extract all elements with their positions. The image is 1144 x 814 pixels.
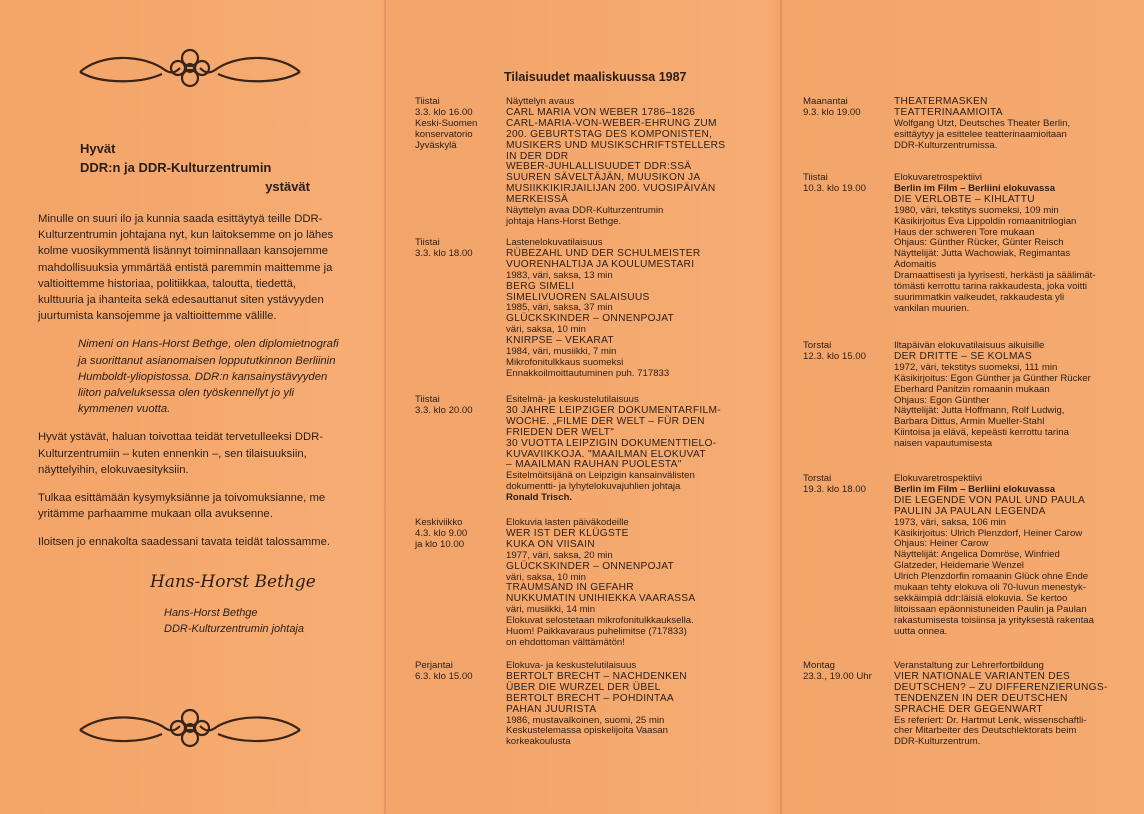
event-when xyxy=(803,661,889,683)
when-line: Montag xyxy=(803,660,835,671)
event-line: VIER NATIONALE VARIANTEN DES xyxy=(894,670,1071,682)
greeting-line-2: DDR:n ja DDR-Kulturzentrumin xyxy=(80,160,272,175)
event-line: Kiintoisa ja elävä, kepeästi kerrottu tarina xyxy=(894,427,1069,439)
event-line: Käsikirjoitus Eva Lippoldin romaanitrilogian xyxy=(894,215,1077,227)
event-line: 1980, väri, tekstitys suomeksi, 109 min xyxy=(894,204,1059,216)
event-line: Elokuva- ja keskustelutilaisuus xyxy=(506,660,637,671)
when-line: Perjantai xyxy=(415,660,453,671)
when-line: Tiistai xyxy=(415,96,440,107)
event-when xyxy=(803,173,889,195)
event-line: GLÜCKSKINDER – ONNENPOJAT xyxy=(506,560,675,572)
event-line: vankilan muurien. xyxy=(894,302,970,314)
event-line: Huom! Paikkavaraus puhelimitse (717833) xyxy=(506,626,687,638)
event-line: 1977, väri, saksa, 20 min xyxy=(506,549,613,561)
event-line: WOCHE. „FILME DER WELT – FÜR DEN xyxy=(506,415,705,427)
event-line: MERKEISSÄ xyxy=(506,194,569,206)
event-line: BERG SIMELI xyxy=(506,280,575,292)
event-line: Dramaattisesti ja lyyrisesti, herkästi ja säälimät- xyxy=(894,270,1096,282)
event-line: MUSIKERS UND MUSIKSCHRIFTSTELLERS xyxy=(506,139,726,151)
event-details xyxy=(894,474,1139,638)
event-line: 200. GEBURTSTAG DES KOMPONISTEN, xyxy=(506,128,713,140)
event-line: DDR-Kulturzentrum. xyxy=(894,736,981,748)
event-line: Eberhard Panitzin romaanin mukaan xyxy=(894,383,1050,395)
paragraph: Iloitsen jo ennakolta saadessani tavata teidät talossamme. xyxy=(38,536,331,549)
event-line: väri, musiikki, 14 min xyxy=(506,604,596,616)
event-line: cher Mitarbeiter des Deutschlektorats beim xyxy=(894,725,1077,737)
when-line: 6.3. klo 15.00 xyxy=(415,670,473,682)
event-line: Iltapäivän elokuvatilaisuus aikuisille xyxy=(894,340,1045,351)
event-line: Näyttelijät: Jutta Hoffmann, Rolf Ludwig, xyxy=(894,405,1065,417)
event-details xyxy=(506,518,811,649)
event-line: DER DRITTE – SE KOLMAS xyxy=(894,350,1032,362)
event-line: Näyttelijät: Angelica Domröse, Winfried xyxy=(894,549,1060,561)
event-line: MUSIIKKIKIRJAILIJAN 200. VUOSIPÄIVÄN xyxy=(506,183,716,195)
event-line: korkeakoulusta xyxy=(506,736,571,748)
event-line: Näyttelijät: Jutta Wachowiak, Regimantas xyxy=(894,248,1071,260)
event-details xyxy=(506,395,811,504)
event-details xyxy=(894,173,1139,315)
when-line: Torstai xyxy=(803,340,832,351)
event-line: Ohjaus: Heiner Carow xyxy=(894,538,989,550)
panel-events-late-march xyxy=(782,0,1144,814)
event-line: Elokuvaretrospektiivi xyxy=(894,172,982,183)
event-line: esittäytyy ja esittelee teatterinaamioitaan xyxy=(894,128,1067,140)
when-line: Keski-Suomen xyxy=(415,117,478,129)
panel-events-early-march xyxy=(386,0,780,814)
when-line: 9.3. klo 19.00 xyxy=(803,106,861,118)
event-line: Esitelmä- ja keskustelutilaisuus xyxy=(506,394,639,405)
event-details xyxy=(894,661,1139,748)
event-line: Ohjaus: Günther Rücker, Günter Reisch xyxy=(894,237,1064,249)
event-line: uutta onnea. xyxy=(894,625,948,637)
paragraph: Minulle on suuri ilo ja kunnia saada esittäytyä teille DDR-Kulturzentrumin johtajana nyt, kun laitoksemme on jo lähes kolme vuosikymmentä lisännyt toiminnallaan kansojemme mahdollisuuksia ymmärtää entistä paremmin maittemme ja valtioittemme historiaa, politiikkaa, taloutta, tiedettä, kulttuuria ja ihanteita sekä edesauttanut siten ystävyyden juurtumista kansojemme ja valtioittemme välille. xyxy=(38,213,334,323)
event-line: väri, saksa, 10 min xyxy=(506,571,586,583)
when-line: Maanantai xyxy=(803,96,848,107)
event-line: FRIEDEN DER WELT" xyxy=(506,426,615,438)
event-details xyxy=(894,97,1139,152)
signer-title: DDR-Kulturzentrumin johtaja xyxy=(164,623,304,635)
event-line: KUKA ON VIISAIN xyxy=(506,538,595,550)
event-when xyxy=(415,518,501,551)
when-line: 10.3. klo 19.00 xyxy=(803,182,866,194)
event-line: DEUTSCHEN? – ZU DIFFERENZIERUNGS- xyxy=(894,681,1108,693)
event-line: mukaan tehty elokuva oli 70-luvun menestyk- xyxy=(894,582,1086,594)
event-line: KUVAVIIKKOJA. "MAAILMAN ELOKUVAT xyxy=(506,448,706,460)
event-line: rakastumisesta toisiinsa ja yrityksestä rakentaa xyxy=(894,614,1094,626)
signer-name: Hans-Horst Bethge xyxy=(164,607,258,619)
event-line: 1983, väri, saksa, 13 min xyxy=(506,269,613,281)
event-details xyxy=(506,661,811,748)
quote-paragraph: Nimeni on Hans-Horst Bethge, olen diplomietnografi ja suorittanut asianomaisen loppututkinnon Berliinin Humboldt-yliopistossa. DDR:n kansainystävyyden liiton palveluksessa olen työskennellyt jo yli kymmenen vuotta. xyxy=(78,338,339,416)
event-when xyxy=(803,97,889,119)
event-line: dokumentti- ja lyhytelokuvajuhlien johtaja xyxy=(506,481,681,493)
series-title: Berlin im Film – Berliini elokuvassa xyxy=(894,483,1056,495)
event-line: Esitelmöitsijänä on Leipzigin kansainvälisten xyxy=(506,470,695,482)
event-line: DIE VERLOBTE – KIHLATTU xyxy=(894,193,1035,205)
event-line: 30 VUOTTA LEIPZIGIN DOKUMENTTIELO- xyxy=(506,437,717,449)
when-line: konservatorio xyxy=(415,128,473,140)
event-line: väri, saksa, 10 min xyxy=(506,324,586,336)
event-line: Näyttelyn avaa DDR-Kulturzentrumin xyxy=(506,205,664,217)
event-line: TENDENZEN IN DER DEUTSCHEN xyxy=(894,692,1068,704)
event-line: 1984, väri, musiikki, 7 min xyxy=(506,346,617,358)
ornament-bottom-icon xyxy=(70,706,310,754)
welcome-text xyxy=(38,211,338,563)
when-line: ja klo 10.00 xyxy=(415,538,465,550)
event-line: WER IST DER KLÜGSTE xyxy=(506,527,629,539)
event-line: 30 JAHRE LEIPZIGER DOKUMENTARFILM- xyxy=(506,404,721,416)
when-line: 23.3., 19.00 Uhr xyxy=(803,670,872,682)
event-line: Ennakkoilmoittautuminen puh. 717833 xyxy=(506,367,670,379)
event-line: johtaja Hans-Horst Bethge. xyxy=(506,215,622,227)
event-line: Glatzeder, Heidemarie Wenzel xyxy=(894,560,1024,572)
event-line: IN DER DDR xyxy=(506,150,569,162)
event-line: Näyttelyn avaus xyxy=(506,96,575,107)
event-line: Mikrofonitulkkaus suomeksi xyxy=(506,356,624,368)
event-when xyxy=(803,341,889,363)
event-line: WEBER-JUHLALLISUUDET DDR:SSÄ xyxy=(506,161,692,173)
event-line: SIMELIVUOREN SALAISUUS xyxy=(506,291,650,303)
event-line: Ulrich Plenzdorfin romaanin Glück ohne Ende xyxy=(894,571,1089,583)
event-line: Wolfgang Utzt, Deutsches Theater Berlin, xyxy=(894,117,1071,129)
when-line: 4.3. klo 9.00 xyxy=(415,527,468,539)
event-details xyxy=(894,341,1139,450)
event-details xyxy=(506,97,811,228)
greeting-heading xyxy=(80,139,310,196)
event-when xyxy=(415,238,501,260)
event-line: BERTOLT BRECHT – NACHDENKEN xyxy=(506,670,687,682)
event-line: Es referiert: Dr. Hartmut Lenk, wissenschaftli- xyxy=(894,714,1087,726)
event-line: on ehdottoman välttämätön! xyxy=(506,636,625,648)
event-line: Käsikirjoitus: Ulrich Plenzdorf, Heiner Carow xyxy=(894,527,1083,539)
event-line: CARL-MARIA-VON-WEBER-EHRUNG ZUM xyxy=(506,117,717,129)
event-line: – MAAILMAN RAUHAN PUOLESTA" xyxy=(506,459,682,471)
page-title: Tilaisuudet maaliskuussa 1987 xyxy=(504,70,687,84)
event-line: Barbara Dittus, Armin Mueller-Stahl xyxy=(894,416,1045,428)
event-details xyxy=(506,238,811,380)
event-line: CARL MARIA VON WEBER 1786–1826 xyxy=(506,106,696,118)
event-line: SUUREN SÄVELTÄJÄN, MUUSIKON JA xyxy=(506,172,701,184)
event-line: Ohjaus: Egon Günther xyxy=(894,394,990,406)
event-line: 1985, väri, saksa, 37 min xyxy=(506,302,613,314)
greeting-line-3: ystävät xyxy=(265,179,310,194)
panel-welcome xyxy=(0,0,384,814)
signer-block xyxy=(164,605,304,637)
event-when xyxy=(803,474,889,496)
event-when xyxy=(415,395,501,417)
event-line: GLÜCKSKINDER – ONNENPOJAT xyxy=(506,313,675,325)
event-line: Veranstaltung zur Lehrerfortbildung xyxy=(894,660,1044,671)
when-line: Tiistai xyxy=(415,394,440,405)
event-line: tömästi kerrottu tarina rakkaudesta, joka voitti xyxy=(894,281,1088,293)
when-line: 3.3. klo 18.00 xyxy=(415,247,473,259)
event-line: RÜBEZAHL UND DER SCHULMEISTER xyxy=(506,247,701,259)
event-line: 1973, väri, saksa, 106 min xyxy=(894,516,1006,528)
event-line: TEATTERINAAMIOITA xyxy=(894,106,1003,118)
series-title: Berlin im Film – Berliini elokuvassa xyxy=(894,182,1056,194)
when-line: 3.3. klo 20.00 xyxy=(415,404,473,416)
event-line: liitoissaan epäonnistuneiden Paulin ja Paulan xyxy=(894,603,1087,615)
event-line: SPRACHE DER GEGENWART xyxy=(894,703,1043,715)
event-line: ÜBER DIE WURZEL DER ÜBEL xyxy=(506,681,661,693)
event-line: THEATERMASKEN xyxy=(894,96,988,107)
paragraph: Tulkaa esittämään kysymyksiänne ja toivomuksianne, me yritämme parhaamme mukaan olla avuksenne. xyxy=(38,492,326,521)
event-line: TRAUMSAND IN GEFAHR xyxy=(506,582,634,594)
event-line: naisen vapautumisesta xyxy=(894,438,993,450)
event-line: sekkäimpiä ddr:läisiä elokuvia. Se kertoo xyxy=(894,592,1068,604)
event-line: DDR-Kulturzentrumissa. xyxy=(894,139,998,151)
event-line: KNIRPSE – VEKARAT xyxy=(506,335,614,347)
when-line: Tiistai xyxy=(803,172,828,183)
when-line: 19.3. klo 18.00 xyxy=(803,483,866,495)
event-line: Lastenelokuvatilaisuus xyxy=(506,237,603,248)
when-line: Torstai xyxy=(803,473,832,484)
when-line: 3.3. klo 16.00 xyxy=(415,106,473,118)
event-line: DIE LEGENDE VON PAUL UND PAULA xyxy=(894,494,1086,506)
when-line: Tiistai xyxy=(415,237,440,248)
event-when xyxy=(415,97,501,152)
event-line: PAHAN JUURISTA xyxy=(506,703,597,715)
greeting-line-1: Hyvät xyxy=(80,141,116,156)
event-line: suurimmatkin vaikeudet, rakkaudesta yli xyxy=(894,291,1065,303)
event-line: Adomaitis xyxy=(894,259,937,271)
event-line: Elokuvaretrospektiivi xyxy=(894,473,982,484)
event-line: Haus der schweren Tore mukaan xyxy=(894,226,1035,238)
event-line: Elokuvia lasten päiväkodeille xyxy=(506,517,629,528)
event-line: 1972, väri, tekstitys suomeksi, 111 min xyxy=(894,361,1058,373)
when-line: Jyväskylä xyxy=(415,139,457,151)
when-line: 12.3. klo 15.00 xyxy=(803,350,866,362)
event-line: VUORENHALTIJA JA KOULUMESTARI xyxy=(506,258,695,270)
event-line: NUKKUMATIN UNIHIEKKA VAARASSA xyxy=(506,593,696,605)
event-line: BERTOLT BRECHT – POHDINTAA xyxy=(506,692,675,704)
event-line: 1986, mustavalkoinen, suomi, 25 min xyxy=(506,714,665,726)
ornament-top-icon xyxy=(70,44,310,92)
event-line: Keskustelemassa opiskelijoita Vaasan xyxy=(506,725,668,737)
event-line: Käsikirjoitus: Egon Günther ja Günther Rücker xyxy=(894,372,1091,384)
handwritten-signature: Hans-Horst Bethge xyxy=(150,572,316,592)
event-line: PAULIN JA PAULAN LEGENDA xyxy=(894,505,1046,517)
event-line: Elokuvat selostetaan mikrofonitulkkauksella. xyxy=(506,615,694,627)
when-line: Keskiviikko xyxy=(415,517,463,528)
paragraph: Hyvät ystävät, haluan toivottaa teidät tervetulleeksi DDR-Kulturzentrumiin – kuten ennenkin –, sen tilaisuuksiin, näyttelyihin, elokuvaesityksiin. xyxy=(38,431,324,476)
event-when xyxy=(415,661,501,683)
speaker-name: Ronald Trisch. xyxy=(506,492,573,504)
